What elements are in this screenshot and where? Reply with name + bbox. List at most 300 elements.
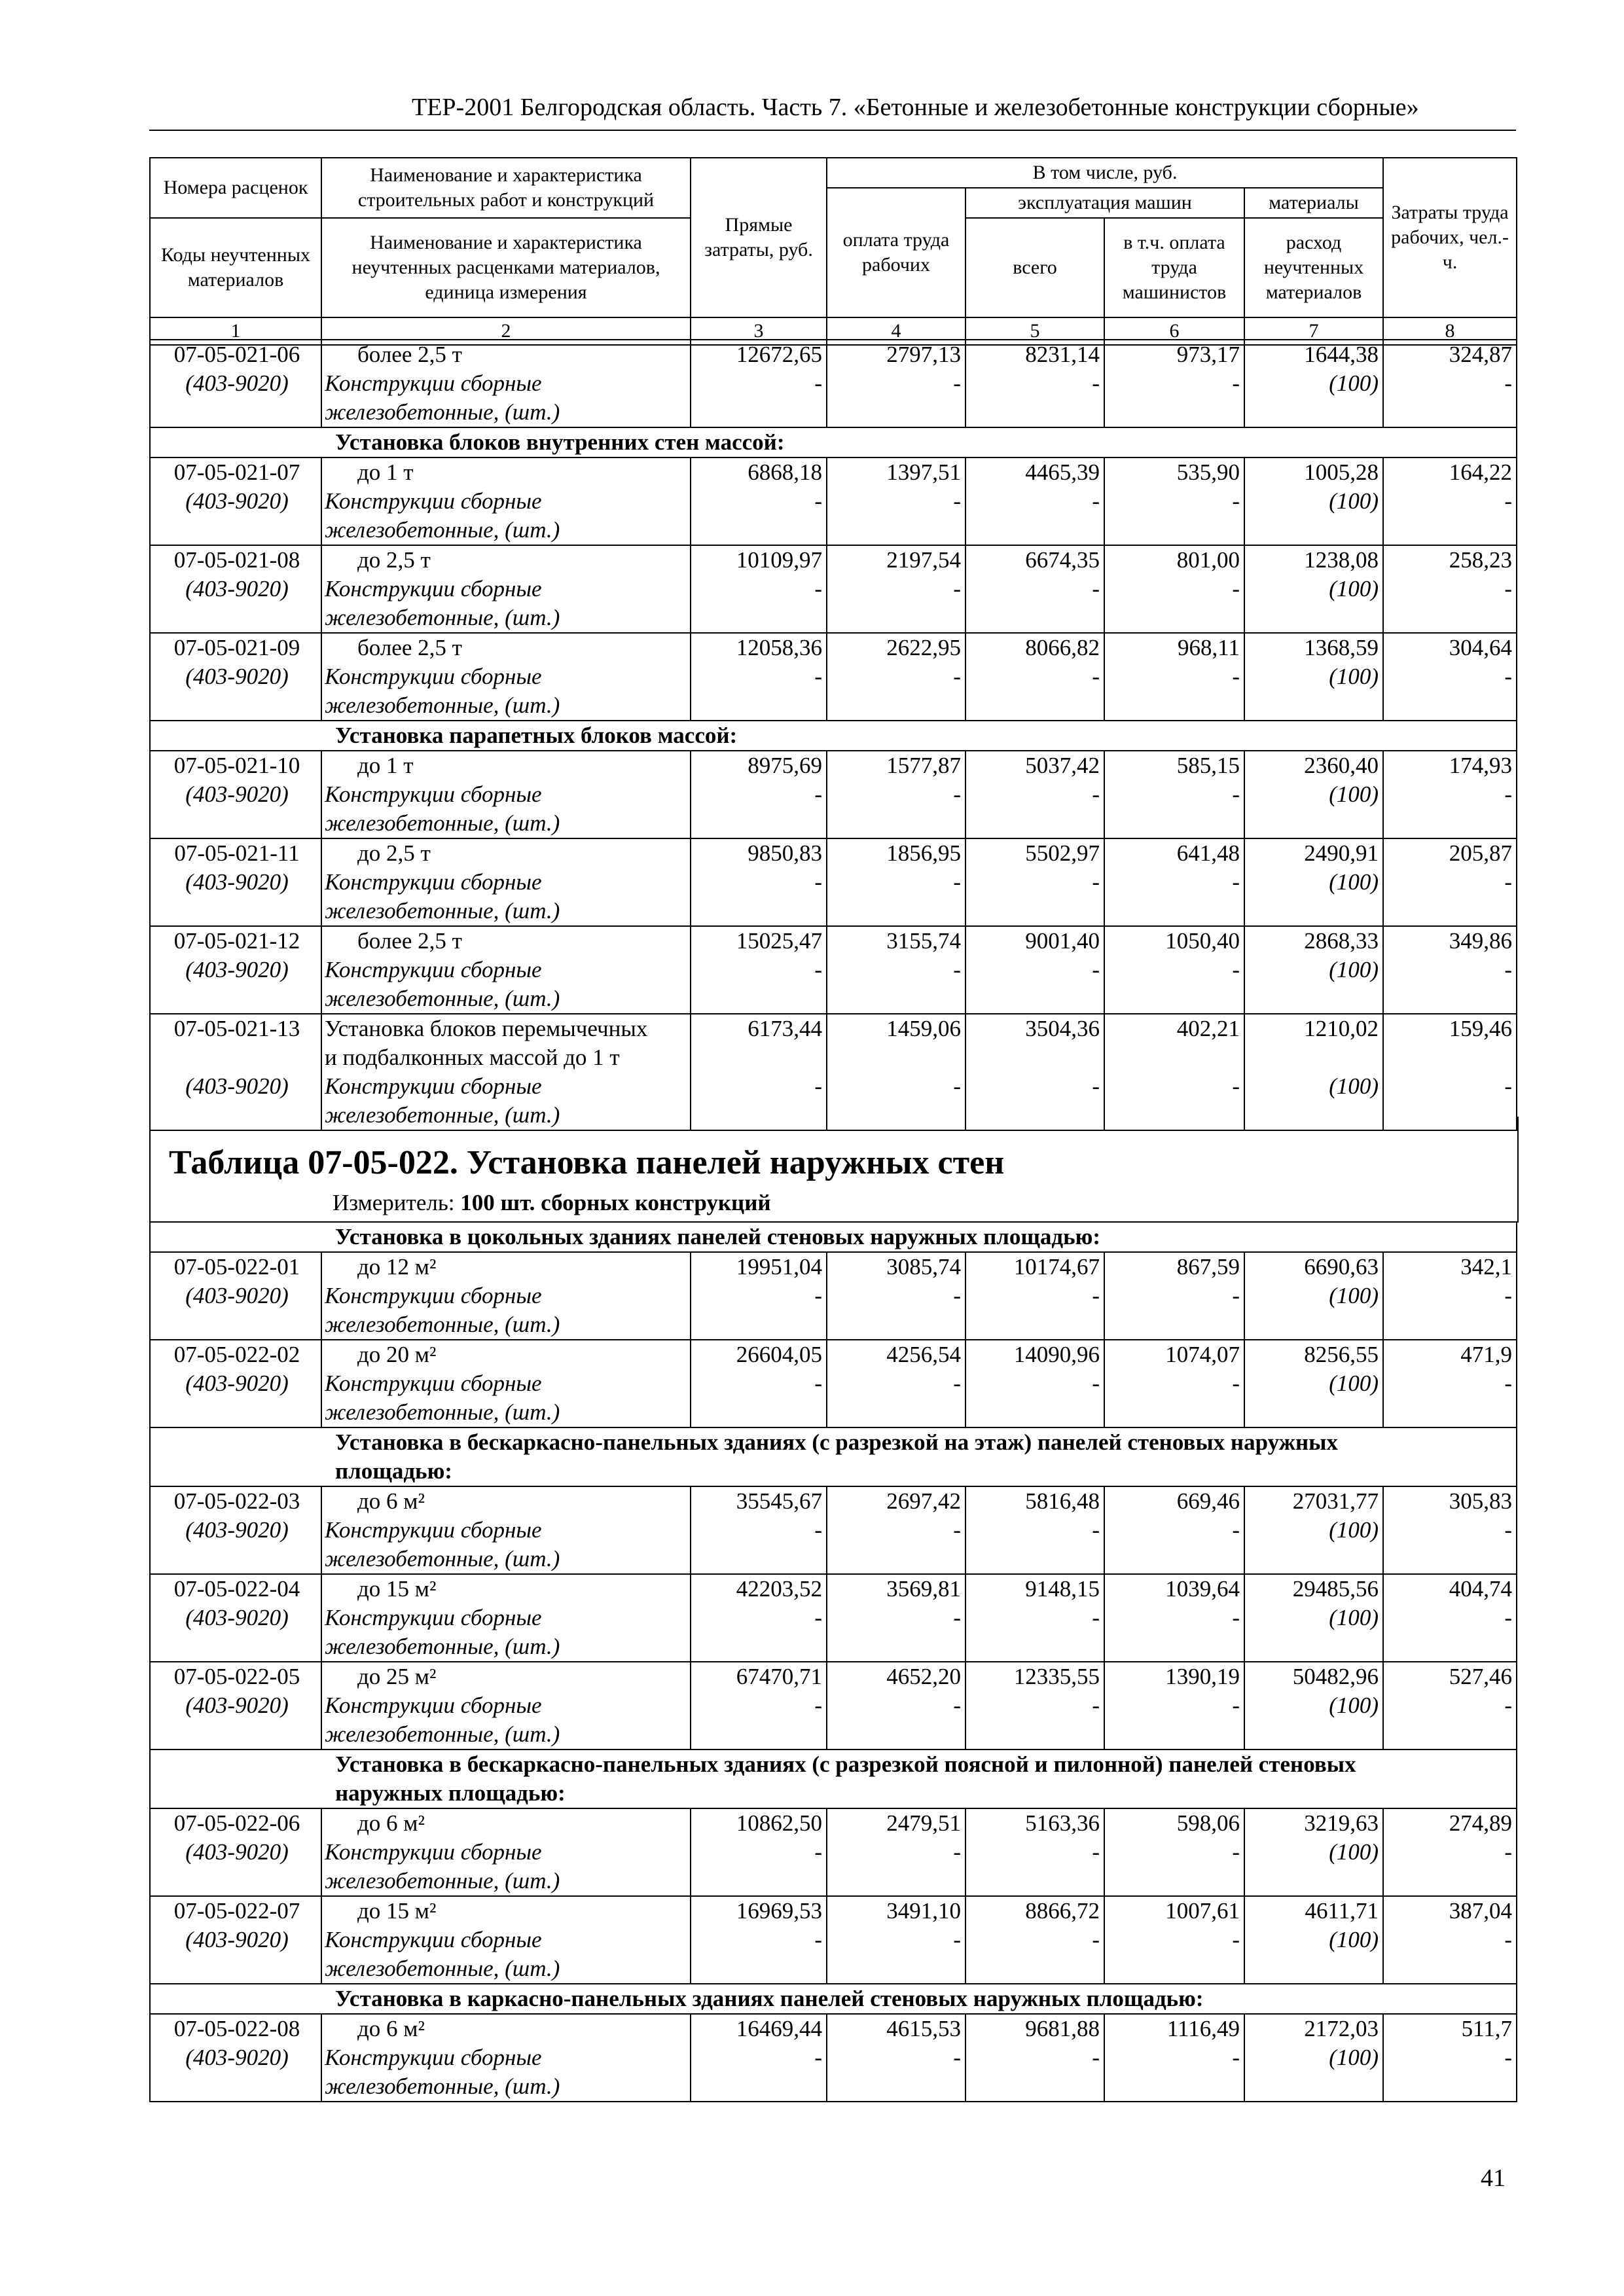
labor-hours: 159,46: [1449, 1016, 1512, 1041]
machines-total: 8866,72: [1025, 1898, 1100, 1924]
col-incl-header: В том числе, руб.: [827, 158, 1383, 188]
materials-cost: 1644,38: [1304, 342, 1379, 367]
rate-code: 07-05-022-04: [173, 1576, 300, 1602]
materials-cost: 6690,63: [1304, 1254, 1379, 1280]
rate-name: более 2,5 т: [357, 635, 462, 660]
rate-name: до 6 м²: [357, 1488, 425, 1514]
labor-hours: 387,04: [1449, 1898, 1513, 1924]
empty-value: -: [953, 1371, 961, 1396]
materials-cost: 1368,59: [1304, 635, 1379, 660]
labor-hours: 471,9: [1460, 1342, 1513, 1367]
direct-cost: 10109,97: [736, 547, 822, 573]
machines-total: 8066,82: [1025, 635, 1100, 660]
empty-value: -: [1092, 370, 1100, 396]
empty-value: -: [1504, 664, 1512, 689]
empty-value: -: [1232, 1693, 1240, 1718]
material-usage: (100): [1329, 1283, 1379, 1308]
material-name: железобетонные, (шт.): [325, 2073, 560, 2099]
rate-code: 07-05-022-05: [173, 1664, 300, 1689]
col-matcodes-header: Коды неучтенных материалов: [150, 218, 321, 317]
labor-hours: 258,23: [1449, 547, 1512, 573]
empty-value: -: [814, 1073, 822, 1099]
empty-value: -: [953, 781, 961, 807]
rate-row: [150, 1808, 1517, 1896]
material-name: железобетонные, (шт.): [325, 1546, 560, 1571]
machinists-pay: 598,06: [1176, 1810, 1240, 1836]
empty-value: -: [1092, 1693, 1100, 1718]
material-code: (403-9020): [185, 576, 289, 601]
machinists-pay: 801,00: [1176, 547, 1240, 573]
section-heading: [150, 1427, 1517, 1486]
rate-name: до 6 м²: [357, 1810, 425, 1836]
machines-total: 9681,88: [1025, 2016, 1100, 2041]
material-name: железобетонные, (шт.): [325, 986, 560, 1011]
empty-value: -: [953, 664, 961, 689]
section-heading: [150, 427, 1517, 457]
column-header-table: [149, 157, 1517, 346]
material-usage: (100): [1329, 1693, 1379, 1718]
empty-value: -: [1504, 1927, 1513, 1952]
running-header: ТЕР-2001 Белгородская область. Часть 7. «Бетонные и железобетонные конструкции сборные»: [412, 94, 1419, 121]
material-name: железобетонные, (шт.): [325, 1721, 560, 1747]
col-machines-header: эксплуатация машин: [965, 188, 1244, 218]
empty-value: -: [1232, 1927, 1240, 1952]
machinists-pay: 1116,49: [1166, 2016, 1240, 2041]
labor-hours: 274,89: [1449, 1810, 1513, 1836]
material-code: (403-9020): [185, 869, 289, 895]
machinists-pay: 867,59: [1176, 1254, 1240, 1280]
material-code: (403-9020): [185, 1517, 289, 1543]
labor-pay: 4256,54: [886, 1342, 961, 1367]
material-name: Конструкции сборные: [325, 781, 542, 807]
material-name: Конструкции сборные: [325, 1283, 542, 1308]
labor-pay: 3085,74: [886, 1254, 961, 1280]
material-code: (403-9020): [185, 488, 289, 514]
rate-name: более 2,5 т: [357, 342, 462, 367]
materials-cost: 27031,77: [1292, 1488, 1379, 1514]
machines-total: 9148,15: [1025, 1576, 1100, 1602]
direct-cost: 35545,67: [736, 1488, 822, 1514]
material-name: Конструкции сборные: [325, 957, 542, 982]
labor-hours: 342,1: [1460, 1254, 1513, 1280]
col-labor-header: оплата труда рабочих: [827, 188, 965, 317]
direct-cost: 19951,04: [736, 1254, 822, 1280]
material-code: (403-9020): [185, 1605, 289, 1630]
labor-pay: 3569,81: [886, 1576, 961, 1602]
rates-table-022: [149, 1221, 1517, 2102]
labor-pay: 1856,95: [886, 840, 961, 866]
materials-cost: 1005,28: [1304, 459, 1379, 485]
labor-pay: 1459,06: [886, 1016, 961, 1041]
empty-value: -: [1504, 1371, 1513, 1396]
rate-name: до 6 м²: [357, 2016, 425, 2041]
section-heading-text: Установка в каркасно-панельных зданиях панелей стеновых наружных площадью:: [335, 1986, 1204, 2011]
col-num: 5: [965, 317, 1104, 345]
machines-total: 5163,36: [1025, 1810, 1100, 1836]
material-name: Конструкции сборные: [325, 664, 542, 689]
rate-code: 07-05-021-11: [174, 840, 300, 866]
empty-value: -: [1092, 2045, 1100, 2070]
material-usage: (100): [1329, 576, 1379, 601]
material-usage: (100): [1329, 664, 1379, 689]
section-heading: [150, 1749, 1517, 1808]
rate-row: [150, 838, 1517, 926]
empty-value: -: [953, 1839, 961, 1865]
material-name: Конструкции сборные: [325, 1693, 542, 1718]
section-heading-text: Установка блоков внутренних стен массой:: [335, 429, 785, 455]
empty-value: -: [953, 2045, 961, 2070]
material-name: Конструкции сборные: [325, 370, 542, 396]
machinists-pay: 968,11: [1178, 635, 1240, 660]
material-name: Конструкции сборные: [325, 1839, 542, 1865]
labor-hours: 305,83: [1449, 1488, 1513, 1514]
section-heading: [150, 721, 1517, 751]
materials-cost: 3219,63: [1304, 1810, 1379, 1836]
machinists-pay: 1050,40: [1165, 928, 1240, 954]
empty-value: -: [1504, 781, 1512, 807]
empty-value: -: [814, 370, 822, 396]
material-usage: (100): [1329, 1371, 1379, 1396]
col-mach-total-header: всего: [965, 218, 1104, 317]
empty-value: -: [1232, 1073, 1240, 1099]
empty-value: -: [1232, 1517, 1240, 1543]
labor-pay: 1397,51: [886, 459, 961, 485]
col-mach-labor-header: в т.ч. оплата труда машинистов: [1104, 218, 1244, 317]
empty-value: -: [1504, 1283, 1513, 1308]
machinists-pay: 402,21: [1176, 1016, 1240, 1041]
empty-value: -: [1092, 957, 1100, 982]
material-name: железобетонные, (шт.): [325, 517, 560, 543]
material-name: железобетонные, (шт.): [325, 1956, 560, 1981]
empty-value: -: [1232, 1839, 1240, 1865]
section-heading-text: Установка в бескаркасно-панельных зданиях (с разрезкой поясной и пилонной) панелей стеновых: [335, 1751, 1356, 1777]
rate-row: [150, 1486, 1517, 1574]
direct-cost: 12672,65: [736, 342, 822, 367]
empty-value: -: [1504, 869, 1512, 895]
labor-pay: 3491,10: [886, 1898, 961, 1924]
section-heading: [150, 1984, 1517, 2014]
material-usage: (100): [1329, 1927, 1379, 1952]
labor-pay: 2697,42: [886, 1488, 961, 1514]
material-code: (403-9020): [185, 370, 289, 396]
machines-total: 5502,97: [1025, 840, 1100, 866]
labor-hours: 174,93: [1449, 753, 1512, 778]
rate-code: 07-05-022-03: [173, 1488, 300, 1514]
empty-value: -: [1232, 370, 1240, 396]
empty-value: -: [953, 957, 961, 982]
empty-value: -: [1504, 1073, 1512, 1099]
rate-name: до 12 м²: [357, 1254, 437, 1280]
col-num: 2: [321, 317, 691, 345]
col-num: 6: [1104, 317, 1244, 345]
rate-code: 07-05-022-02: [173, 1342, 300, 1367]
empty-value: -: [953, 869, 961, 895]
empty-value: -: [953, 576, 961, 601]
machines-total: 6674,35: [1025, 547, 1100, 573]
rate-code: 07-05-022-06: [173, 1810, 300, 1836]
material-code: (403-9020): [185, 2045, 289, 2070]
material-usage: (100): [1329, 488, 1379, 514]
material-code: (403-9020): [185, 781, 289, 807]
col-hours-header: Затраты труда рабочих, чел.-ч.: [1383, 158, 1517, 317]
material-name: железобетонные, (шт.): [325, 692, 560, 718]
empty-value: -: [814, 1927, 822, 1952]
labor-pay: 2197,54: [886, 547, 961, 573]
labor-hours: 205,87: [1449, 840, 1512, 866]
machines-total: 9001,40: [1025, 928, 1100, 954]
empty-value: -: [953, 370, 961, 396]
labor-hours: 511,7: [1461, 2016, 1513, 2041]
rate-name: более 2,5 т: [357, 928, 462, 954]
material-usage: (100): [1329, 2045, 1379, 2070]
materials-cost: 2490,91: [1304, 840, 1379, 866]
materials-cost: 4611,71: [1305, 1898, 1379, 1924]
materials-cost: 1238,08: [1304, 547, 1379, 573]
table-title: Таблица 07-05-022. Установка панелей наружных стен: [169, 1144, 1005, 1181]
empty-value: -: [1504, 1693, 1513, 1718]
empty-value: -: [1504, 576, 1512, 601]
material-usage: (100): [1329, 370, 1379, 396]
material-name: Конструкции сборные: [325, 2045, 542, 2070]
empty-value: -: [814, 1605, 822, 1630]
machines-total: 14090,96: [1013, 1342, 1100, 1367]
machinists-pay: 641,48: [1176, 840, 1240, 866]
rate-row: [150, 340, 1517, 427]
materials-cost: 50482,96: [1292, 1664, 1379, 1689]
material-usage: (100): [1329, 781, 1379, 807]
empty-value: -: [1232, 781, 1240, 807]
material-name: железобетонные, (шт.): [325, 399, 560, 425]
section-heading-text: Установка в бескаркасно-панельных зданиях (с разрезкой на этаж) панелей стеновых наружных: [335, 1429, 1339, 1455]
empty-value: -: [1232, 576, 1240, 601]
empty-value: -: [1092, 869, 1100, 895]
rate-row: [150, 1252, 1517, 1340]
rate-row: [150, 751, 1517, 838]
section-heading-text: площадью:: [335, 1458, 452, 1484]
col-num: 7: [1244, 317, 1383, 345]
empty-value: -: [953, 1605, 961, 1630]
empty-value: -: [1504, 2045, 1513, 2070]
rate-code: 07-05-021-12: [173, 928, 300, 954]
rate-row: [150, 545, 1517, 633]
material-name: Конструкции сборные: [325, 1371, 542, 1396]
labor-pay: 2479,51: [886, 1810, 961, 1836]
labor-pay: 2797,13: [886, 342, 961, 367]
empty-value: -: [814, 957, 822, 982]
material-name: железобетонные, (шт.): [325, 1634, 560, 1659]
machines-total: 8231,14: [1025, 342, 1100, 367]
material-code: (403-9020): [185, 1371, 289, 1396]
direct-cost: 12058,36: [736, 635, 822, 660]
empty-value: -: [814, 1371, 822, 1396]
empty-value: -: [953, 1283, 961, 1308]
labor-hours: 527,46: [1449, 1664, 1513, 1689]
rate-row: [150, 1340, 1517, 1427]
labor-pay: 1577,87: [886, 753, 961, 778]
empty-value: -: [953, 1073, 961, 1099]
rate-name: до 25 м²: [357, 1664, 437, 1689]
col-num: 1: [150, 317, 321, 345]
empty-value: -: [814, 781, 822, 807]
rate-name: до 2,5 т: [357, 840, 431, 866]
empty-value: -: [1504, 1517, 1513, 1543]
empty-value: -: [1092, 1371, 1100, 1396]
direct-cost: 9850,83: [748, 840, 822, 866]
material-name: Конструкции сборные: [325, 1073, 542, 1099]
rate-row: [150, 633, 1517, 721]
material-code: (403-9020): [185, 1283, 289, 1308]
rate-row: [150, 2014, 1517, 2102]
rate-code: 07-05-022-07: [173, 1898, 300, 1924]
material-name: Конструкции сборные: [325, 488, 542, 514]
materials-cost: 1210,02: [1304, 1016, 1379, 1041]
rate-row: [150, 1574, 1517, 1662]
direct-cost: 16469,44: [736, 2016, 822, 2041]
empty-value: -: [1092, 1517, 1100, 1543]
material-usage: (100): [1329, 1073, 1379, 1099]
direct-cost: 6173,44: [748, 1016, 822, 1041]
col-materials-header: материалы: [1244, 188, 1383, 218]
rate-code: 07-05-021-08: [173, 547, 300, 573]
material-code: (403-9020): [185, 1839, 289, 1865]
material-name: железобетонные, (шт.): [325, 1102, 560, 1128]
rate-code: 07-05-022-08: [173, 2016, 300, 2041]
direct-cost: 67470,71: [736, 1664, 822, 1689]
section-heading-text: Установка в цокольных зданиях панелей стеновых наружных площадью:: [335, 1224, 1101, 1249]
measure-value: 100 шт. сборных конструкций: [460, 1190, 771, 1215]
rates-table-021: [149, 339, 1517, 1131]
empty-value: -: [814, 1693, 822, 1718]
col-num: 3: [691, 317, 827, 345]
rate-row: [150, 926, 1517, 1014]
empty-value: -: [1092, 1839, 1100, 1865]
empty-value: -: [1504, 957, 1512, 982]
material-name: Конструкции сборные: [325, 1517, 542, 1543]
material-name: Конструкции сборные: [325, 576, 542, 601]
labor-pay: 4652,20: [886, 1664, 961, 1689]
materials-cost: 2172,03: [1304, 2016, 1379, 2041]
empty-value: -: [953, 1693, 961, 1718]
rate-row: [150, 1896, 1517, 1984]
labor-hours: 324,87: [1449, 342, 1512, 367]
empty-value: -: [953, 1927, 961, 1952]
rate-code: 07-05-021-06: [173, 342, 300, 367]
rate-name: и подбалконных массой до 1 т: [325, 1045, 620, 1070]
machines-total: 4465,39: [1025, 459, 1100, 485]
empty-value: -: [1504, 488, 1512, 514]
material-code: (403-9020): [185, 1693, 289, 1718]
empty-value: -: [1092, 781, 1100, 807]
machinists-pay: 1074,07: [1165, 1342, 1240, 1367]
rate-name: до 1 т: [357, 753, 414, 778]
machinists-pay: 535,90: [1176, 459, 1240, 485]
materials-cost: 8256,55: [1304, 1342, 1379, 1367]
direct-cost: 26604,05: [736, 1342, 822, 1367]
machinists-pay: 669,46: [1176, 1488, 1240, 1514]
section-heading: [150, 1222, 1517, 1252]
col-direct-header: Прямые затраты, руб.: [691, 158, 827, 317]
empty-value: -: [1092, 1283, 1100, 1308]
material-code: (403-9020): [185, 1927, 289, 1952]
empty-value: -: [953, 488, 961, 514]
rate-row: [150, 1014, 1517, 1130]
empty-value: -: [1232, 957, 1240, 982]
empty-value: -: [953, 1517, 961, 1543]
col-codes-header: Номера расценок: [150, 158, 321, 218]
empty-value: -: [1504, 370, 1512, 396]
empty-value: -: [814, 2045, 822, 2070]
direct-cost: 15025,47: [736, 928, 822, 954]
rate-code: 07-05-021-10: [173, 753, 300, 778]
col-matname-header: Наименование и характеристика неучтенных расценками материалов, единица измерения: [321, 218, 691, 317]
material-usage: (100): [1329, 957, 1379, 982]
material-name: железобетонные, (шт.): [325, 1868, 560, 1893]
rate-code: 07-05-021-09: [173, 635, 300, 660]
empty-value: -: [1092, 1605, 1100, 1630]
material-usage: (100): [1329, 1517, 1379, 1543]
section-heading-text: наружных площадью:: [335, 1780, 566, 1806]
measure-line: [333, 1190, 771, 1216]
empty-value: -: [1504, 1839, 1513, 1865]
empty-value: -: [1232, 1283, 1240, 1308]
direct-cost: 42203,52: [736, 1576, 822, 1602]
empty-value: -: [814, 1283, 822, 1308]
empty-value: -: [1092, 488, 1100, 514]
empty-value: -: [1232, 1371, 1240, 1396]
material-code: (403-9020): [185, 1073, 289, 1099]
rate-row: [150, 457, 1517, 545]
labor-pay: 3155,74: [886, 928, 961, 954]
material-name: железобетонные, (шт.): [325, 810, 560, 836]
empty-value: -: [814, 869, 822, 895]
machines-total: 12335,55: [1013, 1664, 1100, 1689]
material-name: Конструкции сборные: [325, 1927, 542, 1952]
machines-total: 5037,42: [1025, 753, 1100, 778]
material-name: Конструкции сборные: [325, 869, 542, 895]
material-code: (403-9020): [185, 664, 289, 689]
measure-label: Измеритель:: [333, 1190, 455, 1215]
col-name-header: Наименование и характеристика строительных работ и конструкций: [321, 158, 691, 218]
labor-hours: 164,22: [1449, 459, 1512, 485]
rate-code: 07-05-021-07: [173, 459, 300, 485]
rate-name: до 15 м²: [357, 1898, 437, 1924]
direct-cost: 10862,50: [736, 1810, 822, 1836]
material-name: железобетонные, (шт.): [325, 605, 560, 630]
direct-cost: 6868,18: [748, 459, 822, 485]
col-mat-usage-header: расход неучтенных материалов: [1244, 218, 1383, 317]
material-name: железобетонные, (шт.): [325, 1312, 560, 1337]
rate-name: до 2,5 т: [357, 547, 431, 573]
material-name: железобетонные, (шт.): [325, 898, 560, 924]
empty-value: -: [1092, 664, 1100, 689]
machines-total: 3504,36: [1025, 1016, 1100, 1041]
empty-value: -: [814, 664, 822, 689]
machinists-pay: 585,15: [1176, 753, 1240, 778]
rate-code: 07-05-022-01: [173, 1254, 300, 1280]
empty-value: -: [1232, 488, 1240, 514]
page-number: 41: [1481, 2164, 1506, 2192]
empty-value: -: [814, 488, 822, 514]
empty-value: -: [1232, 2045, 1240, 2070]
labor-pay: 4615,53: [886, 2016, 961, 2041]
materials-cost: 29485,56: [1292, 1576, 1379, 1602]
rate-code: 07-05-021-13: [173, 1016, 300, 1041]
empty-value: -: [814, 576, 822, 601]
empty-value: -: [1504, 1605, 1513, 1630]
materials-cost: 2868,33: [1304, 928, 1379, 954]
rate-row: [150, 1662, 1517, 1749]
labor-hours: 304,64: [1449, 635, 1512, 660]
